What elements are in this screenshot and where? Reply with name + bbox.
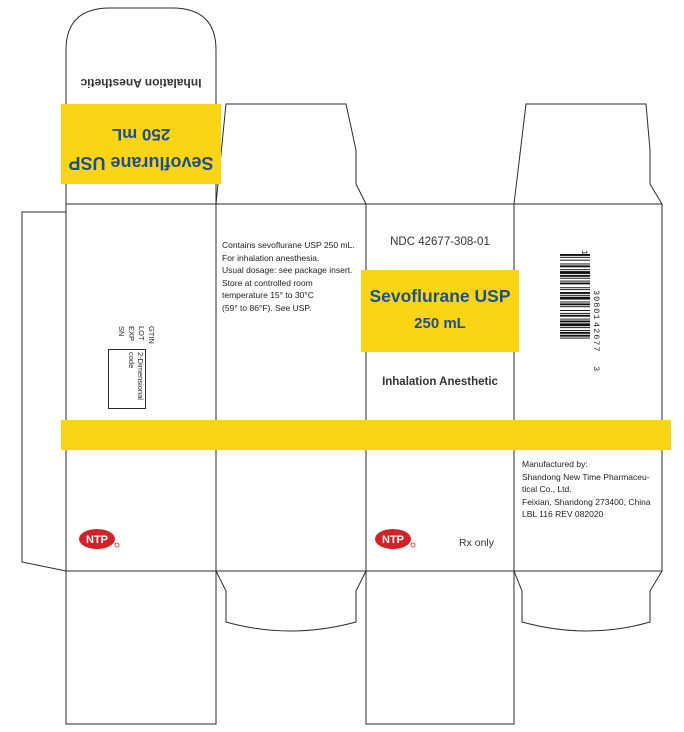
- bottom-dust-right: [514, 571, 662, 631]
- bottom-flap-front: [366, 571, 514, 724]
- ndc-number: NDC 42677-308-01: [390, 236, 490, 248]
- rx-only: Rx only: [459, 537, 495, 549]
- dust-flap-top-left: [216, 104, 366, 204]
- manufacturer-line: Feixian, Shandong 273400, China: [522, 496, 651, 507]
- front-product-name: Sevoflurane USP: [369, 286, 511, 306]
- manufacturer-line: Shandong New Time Pharmaceu-: [522, 471, 650, 482]
- front-volume: 250 mL: [414, 315, 466, 332]
- code-label-sn: SN: [117, 326, 126, 337]
- barcode-digit-start: 3: [591, 366, 601, 372]
- barcode-digits-middle: 42677: [591, 322, 601, 353]
- code-label-gtin: GTIN: [147, 326, 156, 344]
- code-label-lot: LOT: [137, 326, 146, 341]
- front-yellow-band: [361, 270, 519, 352]
- ntp-logo-text: NTP: [86, 534, 108, 546]
- glue-flap: [22, 212, 66, 571]
- barcode-digit-end: 1: [579, 250, 589, 256]
- bottom-dust-left: [216, 571, 366, 631]
- info-line: (59° to 86°F). See USP.: [222, 302, 312, 313]
- ntp-logo-left: [78, 528, 120, 550]
- barcode-digits: [575, 250, 589, 380]
- info-line: temperature 15° to 30°C: [222, 290, 314, 301]
- barcode-digits-right: 30801: [591, 290, 601, 321]
- two-dimensional-code-box: [108, 349, 146, 409]
- front-subtitle: Inhalation Anesthetic: [382, 376, 498, 388]
- manufacturer-line: tical Co., Ltd.: [522, 484, 572, 495]
- info-line: Store at controlled room: [222, 277, 313, 288]
- code-label-exp: EXP: [127, 326, 136, 342]
- info-line: Usual dosage: see package insert.: [222, 265, 353, 276]
- top-flap-volume: 250 mL: [111, 125, 171, 144]
- info-text-block: [222, 239, 367, 315]
- bottom-flap-left: [66, 571, 216, 724]
- top-flap-subtitle: Inhalation Anesthetic: [80, 76, 202, 90]
- dust-flap-top-right: [514, 104, 662, 204]
- ntp-logo-front: [374, 528, 416, 550]
- manufacturer-line: Manufactured by:: [522, 459, 588, 469]
- info-line: For inhalation anesthesia.: [222, 252, 320, 263]
- ntp-logo-text: NTP: [382, 534, 404, 546]
- top-flap-yellow-band: [61, 104, 221, 184]
- manufacturer-line: LBL 116 REV 082020: [522, 509, 604, 520]
- top-flap-product-name: Sevoflurane USP: [68, 153, 214, 173]
- barcode-digit-start-wrap: [589, 366, 601, 380]
- info-line: Contains sevoflurane USP 250 mL.: [222, 240, 355, 250]
- two-dimensional-code-label: 2-Dimensional code: [127, 352, 145, 400]
- manufacturer-block: [522, 458, 662, 521]
- wraparound-yellow-band: [61, 420, 671, 450]
